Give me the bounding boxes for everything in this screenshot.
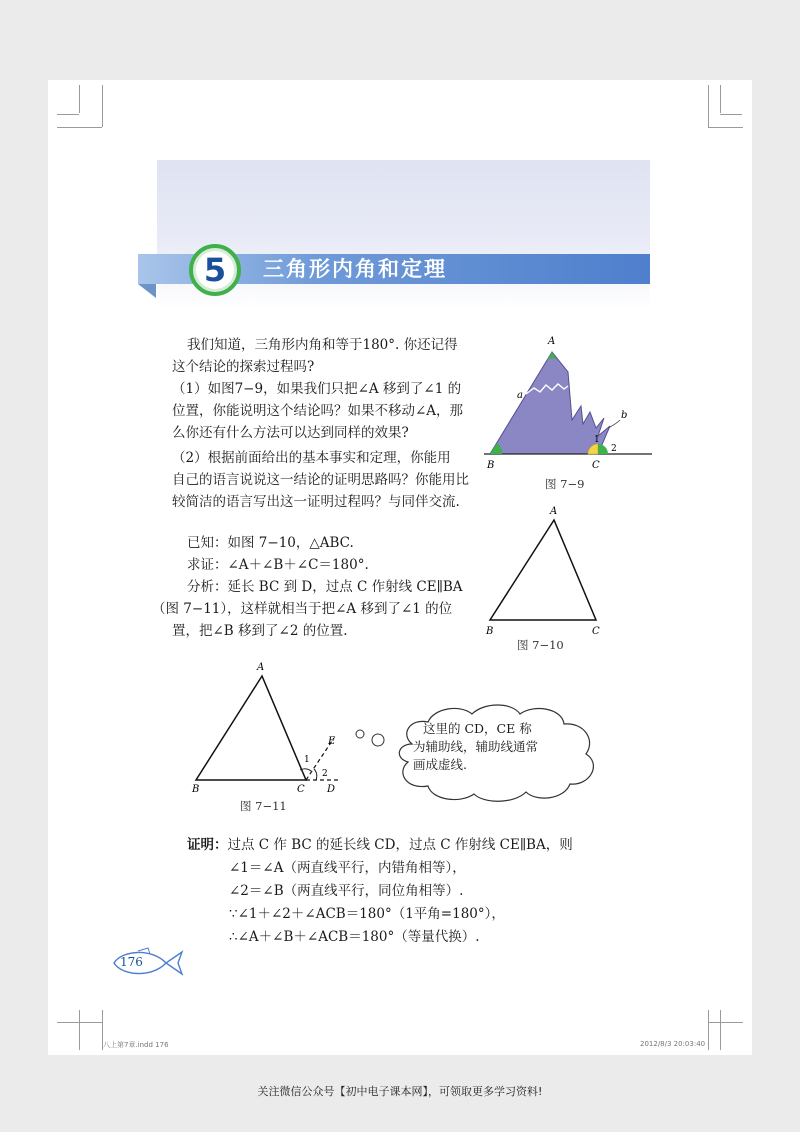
- fig79-label-b-side: b: [621, 410, 628, 421]
- question-2-line: （2）根据前面给出的基本事实和定理，你能用: [172, 450, 451, 466]
- analysis-line: 置，把∠B 移到了∠2 的位置.: [172, 623, 348, 639]
- section-number-badge: [189, 244, 241, 296]
- fig711-label-b: B: [192, 784, 200, 794]
- question-1-line: （1）如图7−9，如果我们只把∠A 移到了∠1 的: [172, 381, 462, 397]
- cloud-text-line: 这里的 CD，CE 称: [423, 721, 532, 736]
- angle-2-arc: [314, 769, 317, 780]
- intro-line: 我们知道，三角形内角和等于180°. 你还记得: [187, 337, 458, 353]
- intro-line: 这个结论的探索过程吗?: [172, 359, 315, 375]
- crop-mark: [708, 127, 743, 128]
- proof-line: ∵∠1＋∠2＋∠ACB＝180°（1平角=180°），: [229, 906, 505, 922]
- crop-mark: [57, 127, 102, 128]
- analysis-line: （图 7−11），这样就相当于把∠A 移到了∠1 的位: [152, 601, 453, 617]
- crop-mark: [720, 114, 742, 115]
- fig711-label-c: C: [297, 784, 305, 794]
- prove-statement: 求证：∠A＋∠B＋∠C＝180°.: [187, 557, 369, 573]
- crop-mark: [79, 1010, 80, 1050]
- fig711-label-d: D: [327, 784, 336, 794]
- crop-mark: [708, 85, 709, 127]
- fig79-label-1: 1: [594, 435, 600, 445]
- crop-mark: [708, 1010, 709, 1050]
- fig79-label-2: 2: [611, 444, 617, 454]
- section-title: 三角形内角和定理: [263, 257, 447, 281]
- fig79-label-b-vertex: B: [487, 460, 495, 471]
- fig711-label-1: 1: [304, 755, 310, 765]
- fig711-label-a: A: [257, 662, 265, 673]
- given-statement: 已知：如图 7−10，△ABC.: [187, 535, 354, 551]
- fig79-label-c-vertex: C: [592, 460, 600, 471]
- figure-7-10: [480, 504, 620, 638]
- fig710-label-c: C: [592, 626, 600, 637]
- side-b-pointer: [608, 420, 620, 428]
- fig711-label-e: E: [328, 736, 336, 747]
- fig-7-11-caption: 图 7−11: [240, 799, 287, 813]
- analysis-line: 分析：延长 BC 到 D，过点 C 作射线 CE∥BA: [187, 579, 463, 595]
- angle-2-mark: [598, 444, 608, 454]
- question-2-line: 较简洁的语言写出这一证明过程吗？与同伴交流.: [172, 494, 460, 510]
- bottom-note: 关注微信公众号【初中电子课本网】，可领取更多学习资料!: [257, 1085, 543, 1098]
- footer-timestamp: 2012/8/3 20:03:40: [640, 1040, 706, 1048]
- crop-mark: [79, 85, 80, 113]
- paper-triangle-shape: [490, 352, 610, 454]
- fig79-label-a-side: a: [517, 390, 523, 401]
- question-1-line: 么你还有什么方法可以达到同样的效果?: [172, 425, 409, 441]
- fig710-label-b: B: [486, 626, 494, 637]
- page-number: 176: [120, 955, 143, 969]
- crop-mark: [57, 114, 79, 115]
- fig79-label-a-vertex: A: [548, 336, 556, 347]
- question-2-line: 自己的语言说说这一结论的证明思路吗？你能用比: [172, 472, 469, 488]
- fig-7-9-caption: 图 7−9: [545, 477, 585, 491]
- proof-line: ∠2＝∠B（两直线平行，同位角相等）.: [229, 883, 464, 899]
- question-1-line: 位置，你能说明这个结论吗？如果不移动∠A，那: [172, 403, 464, 419]
- triangle-abc: [490, 520, 596, 620]
- figure-7-9: [480, 332, 660, 472]
- fig-7-10-caption: 图 7−10: [517, 638, 564, 652]
- cloud-bubble-small: [356, 730, 364, 738]
- footer-file-info: 八上第7章.indd 176: [103, 1041, 169, 1049]
- section-number: 5: [203, 251, 227, 289]
- cloud-bubble-mid: [372, 734, 384, 746]
- proof-text: 过点 C 作 BC 的延长线 CD，过点 C 作射线 CE∥BA，则: [227, 837, 573, 853]
- proof-label: 证明：: [187, 837, 228, 853]
- crop-mark: [102, 85, 103, 127]
- cloud-text-line: 画成虚线.: [413, 757, 467, 772]
- triangle-abc: [196, 676, 306, 780]
- fish-tail: [166, 952, 182, 974]
- fig710-label-a: A: [550, 506, 558, 517]
- proof-line-1: [187, 834, 573, 856]
- crop-mark: [720, 1010, 721, 1050]
- figure-7-11: [188, 658, 353, 794]
- fig711-label-2: 2: [322, 769, 328, 779]
- crop-mark: [708, 1022, 743, 1023]
- proof-line: ∴∠A＋∠B＋∠ACB＝180°（等量代换）.: [229, 929, 480, 945]
- cloud-text-line: 为辅助线，辅助线通常: [413, 739, 539, 754]
- proof-line: ∠1＝∠A（两直线平行，内错角相等），: [229, 860, 466, 876]
- crop-mark: [720, 85, 721, 113]
